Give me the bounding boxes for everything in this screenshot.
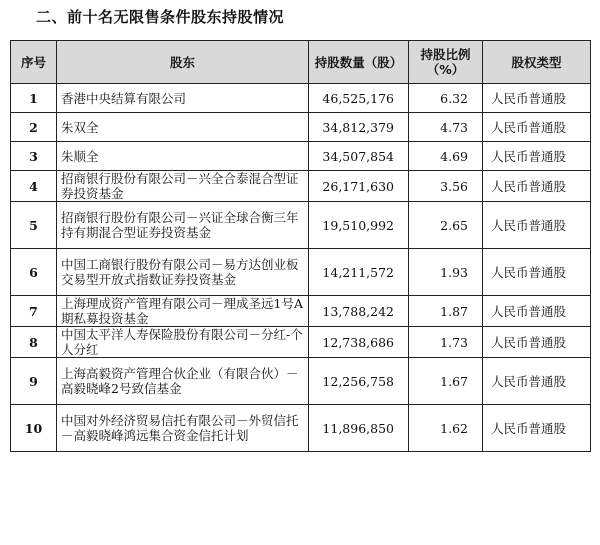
- row-index: 7: [11, 296, 57, 327]
- row-ratio: 2.65: [409, 202, 483, 249]
- row-holder: 中国工商银行股份有限公司－易方达创业板交易型开放式指数证券投资基金: [57, 249, 309, 296]
- row-ratio: 6.32: [409, 84, 483, 113]
- row-shares: 34,812,379: [309, 113, 409, 142]
- row-index: 9: [11, 358, 57, 405]
- row-shares: 12,256,758: [309, 358, 409, 405]
- row-shares: 13,788,242: [309, 296, 409, 327]
- row-shares: 11,896,850: [309, 405, 409, 452]
- row-ratio: 1.93: [409, 249, 483, 296]
- row-type: 人民币普通股: [483, 405, 591, 452]
- row-holder: 上海理成资产管理有限公司－理成圣远1号A期私募投资基金: [57, 296, 309, 327]
- row-ratio: 4.69: [409, 142, 483, 171]
- row-shares: 14,211,572: [309, 249, 409, 296]
- header-index: 序号: [11, 41, 57, 84]
- row-ratio: 1.62: [409, 405, 483, 452]
- row-type: 人民币普通股: [483, 249, 591, 296]
- row-holder: 上海高毅资产管理合伙企业（有限合伙）－高毅晓峰2号致信基金: [57, 358, 309, 405]
- row-index: 3: [11, 142, 57, 171]
- row-index: 5: [11, 202, 57, 249]
- row-holder: 招商银行股份有限公司－兴全合泰混合型证券投资基金: [57, 171, 309, 202]
- row-index: 1: [11, 84, 57, 113]
- header-shares: 持股数量（股）: [309, 41, 409, 84]
- row-ratio: 1.87: [409, 296, 483, 327]
- row-shares: 34,507,854: [309, 142, 409, 171]
- row-index: 6: [11, 249, 57, 296]
- table-row: [11, 113, 591, 142]
- row-type: 人民币普通股: [483, 202, 591, 249]
- row-shares: 46,525,176: [309, 84, 409, 113]
- row-type: 人民币普通股: [483, 84, 591, 113]
- row-holder: 招商银行股份有限公司－兴证全球合衡三年持有期混合型证券投资基金: [57, 202, 309, 249]
- section-title: 二、前十名无限售条件股东持股情况: [36, 8, 285, 26]
- row-shares: 12,738,686: [309, 327, 409, 358]
- row-holder: 朱双全: [57, 113, 309, 142]
- row-holder: 香港中央结算有限公司: [57, 84, 309, 113]
- header-ratio: 持股比例（%）: [409, 41, 483, 84]
- row-type: 人民币普通股: [483, 296, 591, 327]
- row-holder: 中国太平洋人寿保险股份有限公司－分红-个人分红: [57, 327, 309, 358]
- row-ratio: 3.56: [409, 171, 483, 202]
- header-holder: 股东: [57, 41, 309, 84]
- row-type: 人民币普通股: [483, 113, 591, 142]
- row-ratio: 4.73: [409, 113, 483, 142]
- row-holder: 朱顺全: [57, 142, 309, 171]
- table-row: [11, 296, 591, 327]
- row-type: 人民币普通股: [483, 171, 591, 202]
- top-ten-shareholders-table: [10, 40, 591, 452]
- table-row: [11, 405, 591, 452]
- table-header-row: [11, 41, 591, 84]
- row-type: 人民币普通股: [483, 327, 591, 358]
- table-row: [11, 202, 591, 249]
- row-type: 人民币普通股: [483, 358, 591, 405]
- table-row: [11, 171, 591, 202]
- table-row: [11, 358, 591, 405]
- row-shares: 26,171,630: [309, 171, 409, 202]
- row-shares: 19,510,992: [309, 202, 409, 249]
- row-index: 10: [11, 405, 57, 452]
- table-row: [11, 142, 591, 171]
- header-type: 股权类型: [483, 41, 591, 84]
- row-ratio: 1.67: [409, 358, 483, 405]
- row-index: 2: [11, 113, 57, 142]
- row-type: 人民币普通股: [483, 142, 591, 171]
- table-row: [11, 327, 591, 358]
- row-holder: 中国对外经济贸易信托有限公司－外贸信托－高毅晓峰鸿远集合资金信托计划: [57, 405, 309, 452]
- row-index: 8: [11, 327, 57, 358]
- table-row: [11, 249, 591, 296]
- row-ratio: 1.73: [409, 327, 483, 358]
- table-row: [11, 84, 591, 113]
- row-index: 4: [11, 171, 57, 202]
